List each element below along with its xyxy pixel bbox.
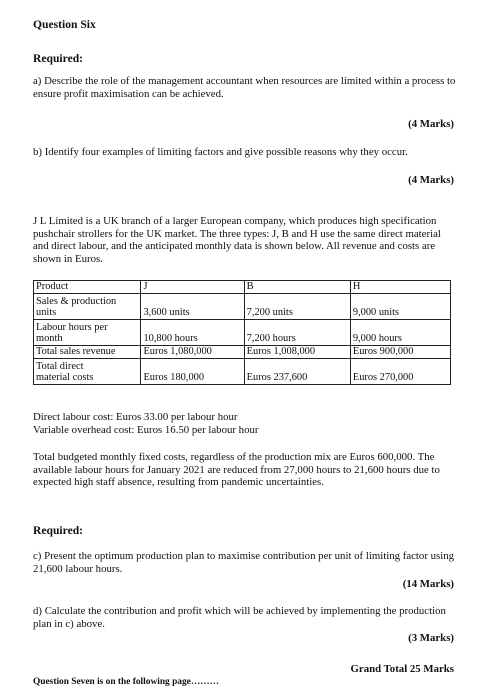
part-d-text: d) Calculate the contribution and profit which will be achieved by implementing the production plan in c) above. bbox=[33, 605, 446, 630]
footer-note: Question Seven is on the following page……… bbox=[33, 677, 219, 687]
table-header-cell: J bbox=[141, 281, 244, 294]
row-label: Sales & production units bbox=[34, 293, 141, 319]
table-cell: 3,600 units bbox=[141, 293, 244, 319]
row-label: Total direct material costs bbox=[34, 358, 141, 384]
table-cell: Euros 1,080,000 bbox=[141, 345, 244, 358]
table-row bbox=[34, 293, 451, 319]
table-cell: Euros 270,000 bbox=[350, 358, 450, 384]
question-title: Question Six bbox=[33, 18, 96, 31]
part-c-text: c) Present the optimum production plan to maximise contribution per unit of limiting factor using 21,600 labour hours. bbox=[33, 550, 455, 575]
scenario-text: J L Limited is a UK branch of a larger European company, which produces high specification pushchair strollers for the UK market. The three types: J, B and H use the same direct material and direct labour, and the anticipated monthly data is shown below. All revenue and costs are shown in Euros. bbox=[33, 215, 441, 265]
table-cell: 7,200 units bbox=[244, 293, 350, 319]
table-header-row bbox=[34, 281, 451, 294]
grand-total: Grand Total 25 Marks bbox=[350, 663, 454, 675]
table-cell: Euros 900,000 bbox=[350, 345, 450, 358]
labour-cost-line: Direct labour cost: Euros 33.00 per labour hour bbox=[33, 411, 238, 423]
table-cell: 10,800 hours bbox=[141, 319, 244, 345]
table-cell: Euros 237,600 bbox=[244, 358, 350, 384]
table-row bbox=[34, 358, 451, 384]
part-a-text: a) Describe the role of the management accountant when resources are limited within a process to ensure profit maximisation can be achieved. bbox=[33, 75, 456, 100]
fixed-costs-text: Total budgeted monthly fixed costs, regardless of the production mix are Euros 600,000. The available labour hours for January 2021 are reduced from 27,000 hours to 21,600 hours due to expected high staff absence, resulting from pandemic uncertainties. bbox=[33, 451, 440, 488]
table-cell: Euros 180,000 bbox=[141, 358, 244, 384]
part-b-text: b) Identify four examples of limiting factors and give possible reasons why they occur. bbox=[33, 146, 408, 158]
table-header-cell: B bbox=[244, 281, 350, 294]
required-heading: Required: bbox=[33, 52, 84, 65]
required-heading-2: Required: bbox=[33, 524, 84, 537]
table-cell: Euros 1,008,000 bbox=[244, 345, 350, 358]
table-row bbox=[34, 319, 451, 345]
row-label: Total sales revenue bbox=[34, 345, 141, 358]
part-d-marks: (3 Marks) bbox=[408, 632, 454, 644]
table-header-cell: Product bbox=[34, 281, 141, 294]
table-cell: 9,000 hours bbox=[350, 319, 450, 345]
product-data-table bbox=[33, 280, 451, 385]
overhead-cost-line: Variable overhead cost: Euros 16.50 per labour hour bbox=[33, 424, 259, 436]
table-cell: 7,200 hours bbox=[244, 319, 350, 345]
part-c-marks: (14 Marks) bbox=[402, 578, 454, 590]
table-cell: 9,000 units bbox=[350, 293, 450, 319]
part-b-marks: (4 Marks) bbox=[408, 174, 454, 186]
row-label: Labour hours per month bbox=[34, 319, 141, 345]
part-a-marks: (4 Marks) bbox=[408, 118, 454, 130]
table-row bbox=[34, 345, 451, 358]
table-header-cell: H bbox=[350, 281, 450, 294]
